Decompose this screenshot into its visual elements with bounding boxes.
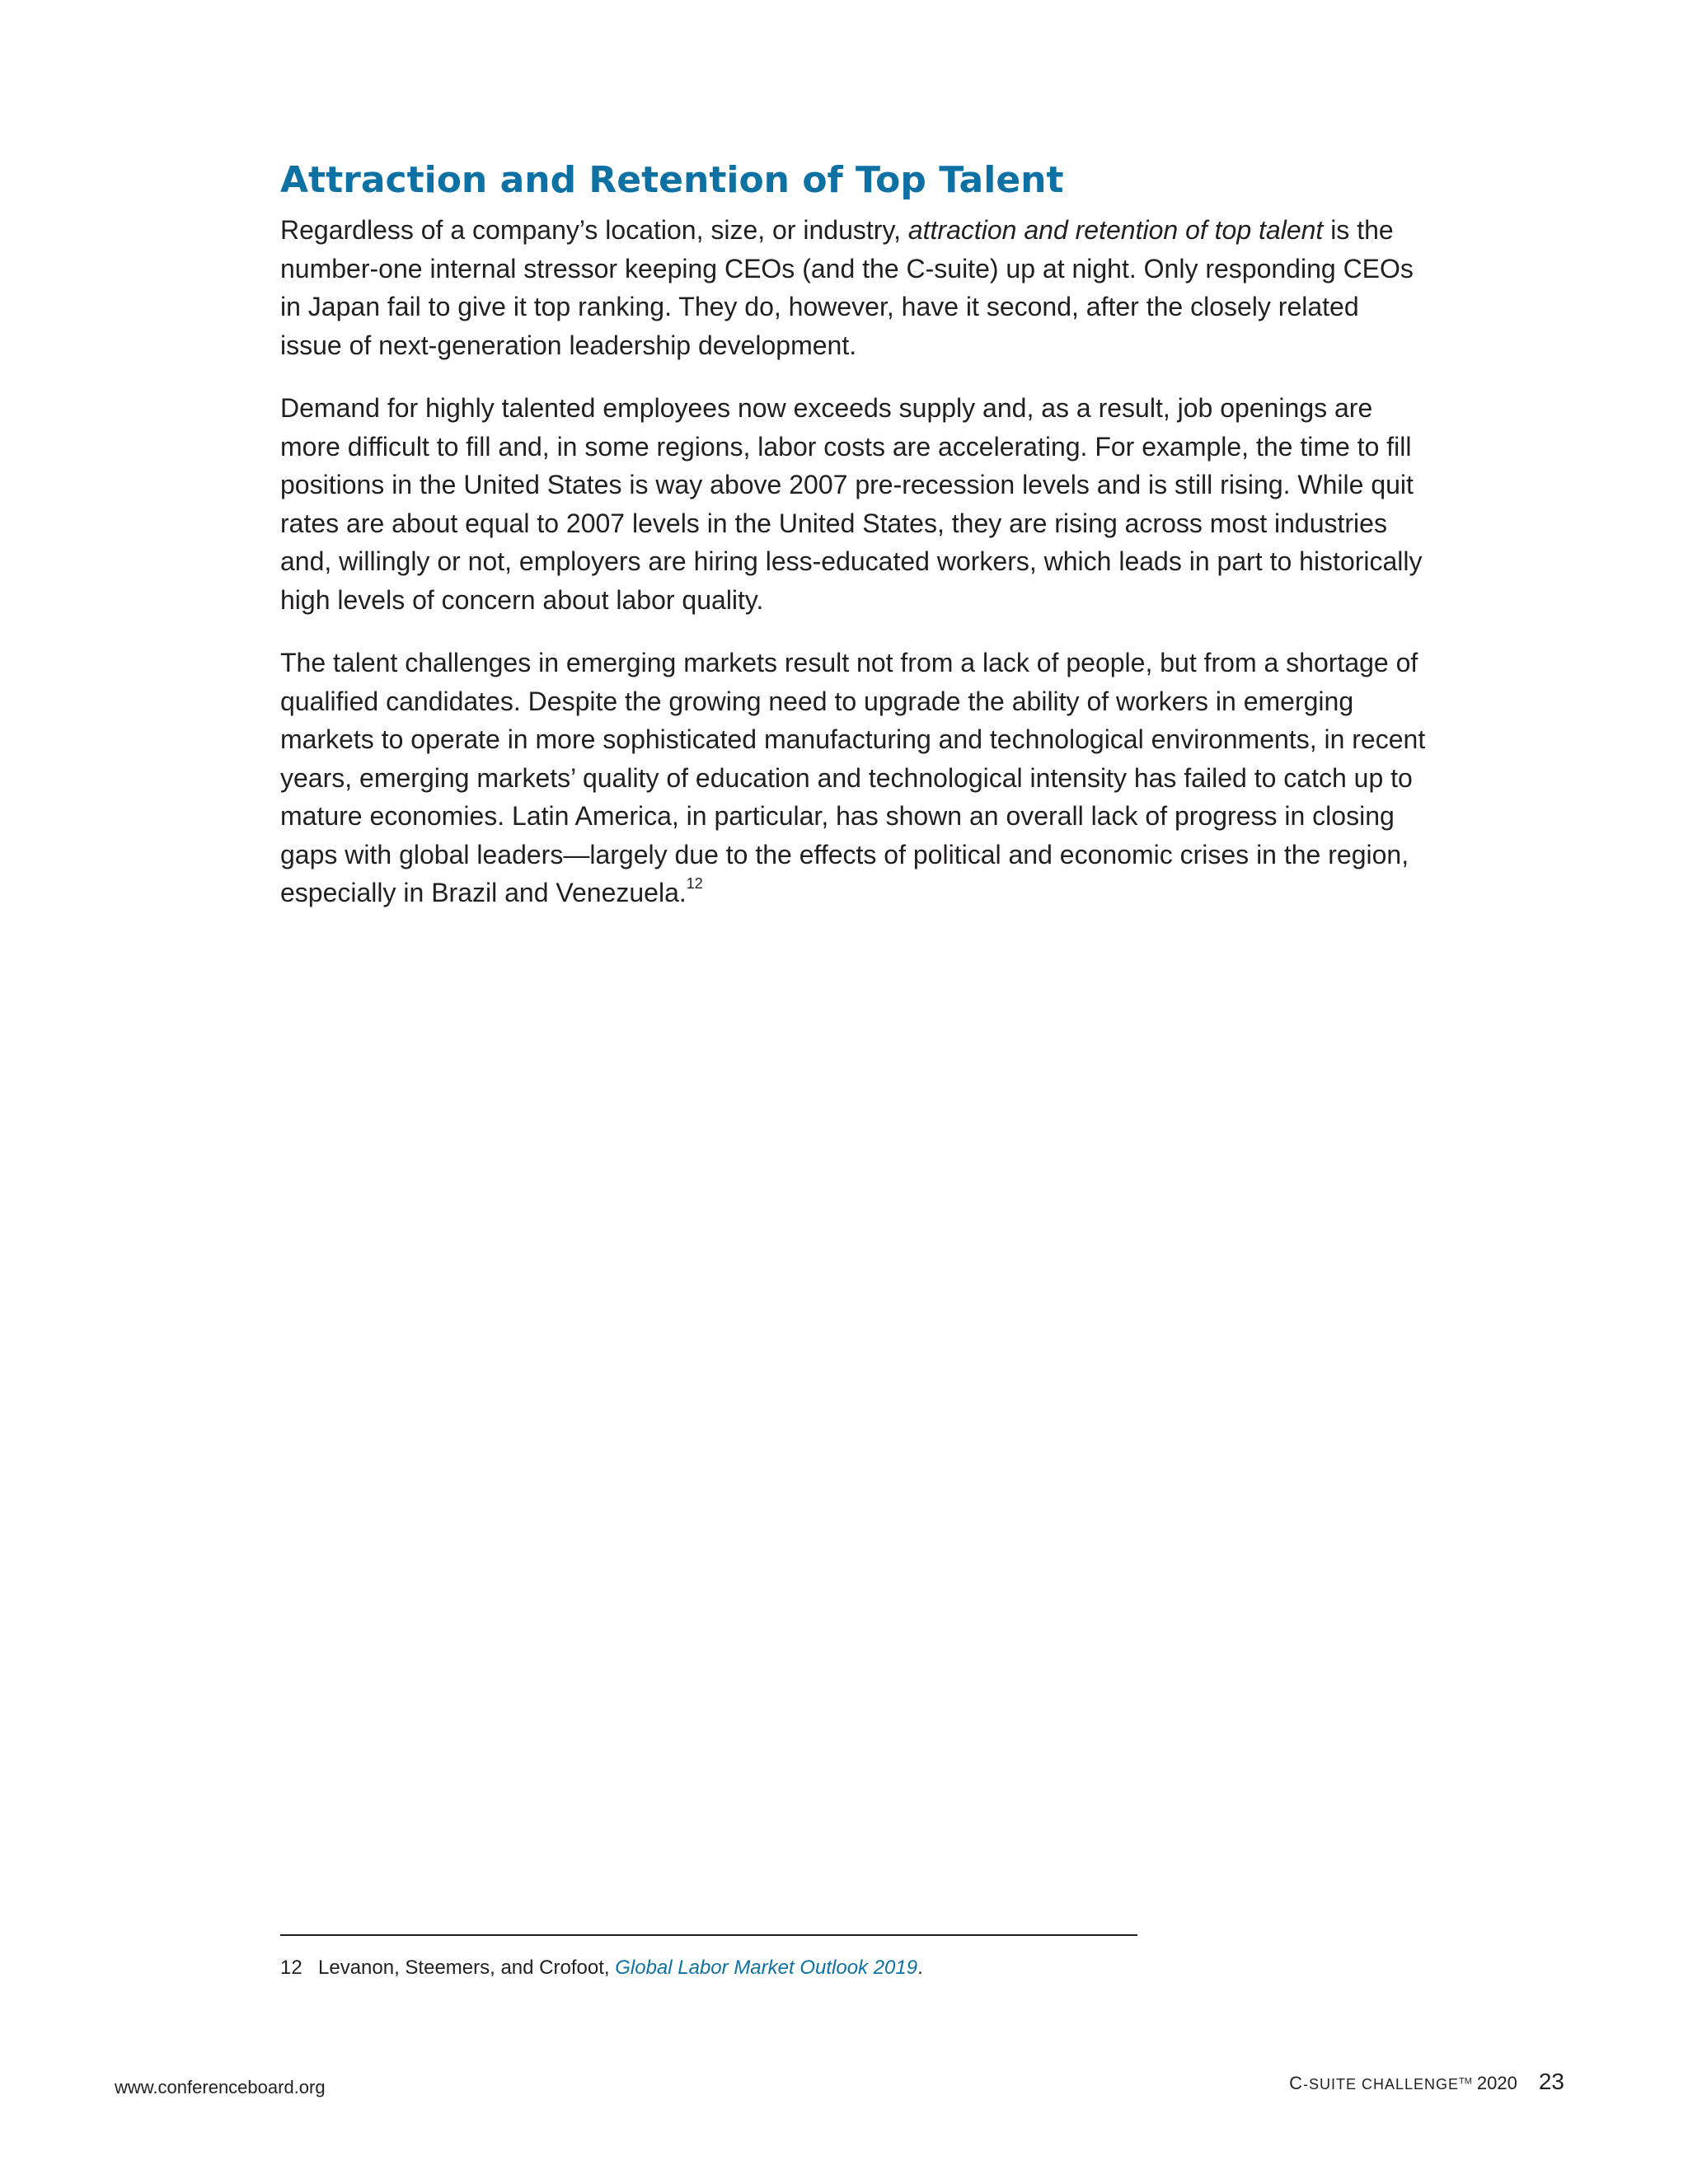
publication-name-rest: -SUITE CHALLENGE [1302, 2076, 1459, 2093]
trademark-mark: TM [1459, 2076, 1472, 2087]
footnote-divider [280, 1934, 1137, 1936]
page-number: 23 [1538, 2069, 1564, 2094]
publication-name [1289, 2073, 1459, 2093]
paragraph-1 [280, 211, 1426, 364]
publication-initial: C [1289, 2073, 1303, 2093]
footer-publication [1289, 2069, 1564, 2095]
publication-year: 2020 [1476, 2073, 1517, 2093]
footnote-reference[interactable]: 12 [686, 875, 703, 893]
footnote-number: 12 [280, 1957, 302, 1979]
footnote-authors: Levanon, Steemers, and Crofoot, [318, 1957, 616, 1979]
footnote-trailing: . [917, 1957, 923, 1979]
footnote-source-link[interactable]: Global Labor Market Outlook 2019 [615, 1957, 918, 1979]
footnote-12 [280, 1954, 923, 1982]
paragraph-2: Demand for highly talented employees now exceeds supply and, as a result, job openings are more difficult to fill and, in some regions, labor costs are accelerating. For example, the time to fill positions in the United States is way above 2007 pre-recession levels and is still rising. While quit rates are about equal to 2007 levels in the United States, they are rising across most industries and, willingly or not, employers are hiring less-educated workers, which leads in part to historically high levels of concern about labor quality. [280, 393, 1423, 615]
paragraph-1-rest: is the number-one internal stressor keeping CEOs (and the C-suite) up at night. Only responding CEOs in Japan fail to give it top ranking. They do, however, have it second, after the closely related issue of next-generation leadership development. [280, 215, 1414, 360]
paragraph-1-lead: Regardless of a company’s location, size, or industry, [280, 215, 908, 245]
footer-website-url[interactable]: www.conferenceboard.org [115, 2077, 326, 2097]
paragraph-3 [280, 644, 1426, 912]
paragraph-1-emphasis: attraction and retention of top talent [907, 215, 1324, 245]
main-content [280, 157, 1426, 937]
paragraph-3-text: The talent challenges in emerging markets result not from a lack of people, but from a shortage of qualified candidates. Despite the growing need to upgrade the ability of workers in emerging markets to operate in more sophisticated manufacturing and technological environments, in recent years, emerging markets’ quality of education and technological intensity has failed to catch up to mature economies. Latin America, in particular, has shown an overall lack of progress in closing gaps with global leaders—largely due to the effects of political and economic crises in the region, especially in Brazil and Venezuela. [280, 648, 1426, 907]
section-heading: Attraction and Retention of Top Talent [280, 159, 1064, 201]
